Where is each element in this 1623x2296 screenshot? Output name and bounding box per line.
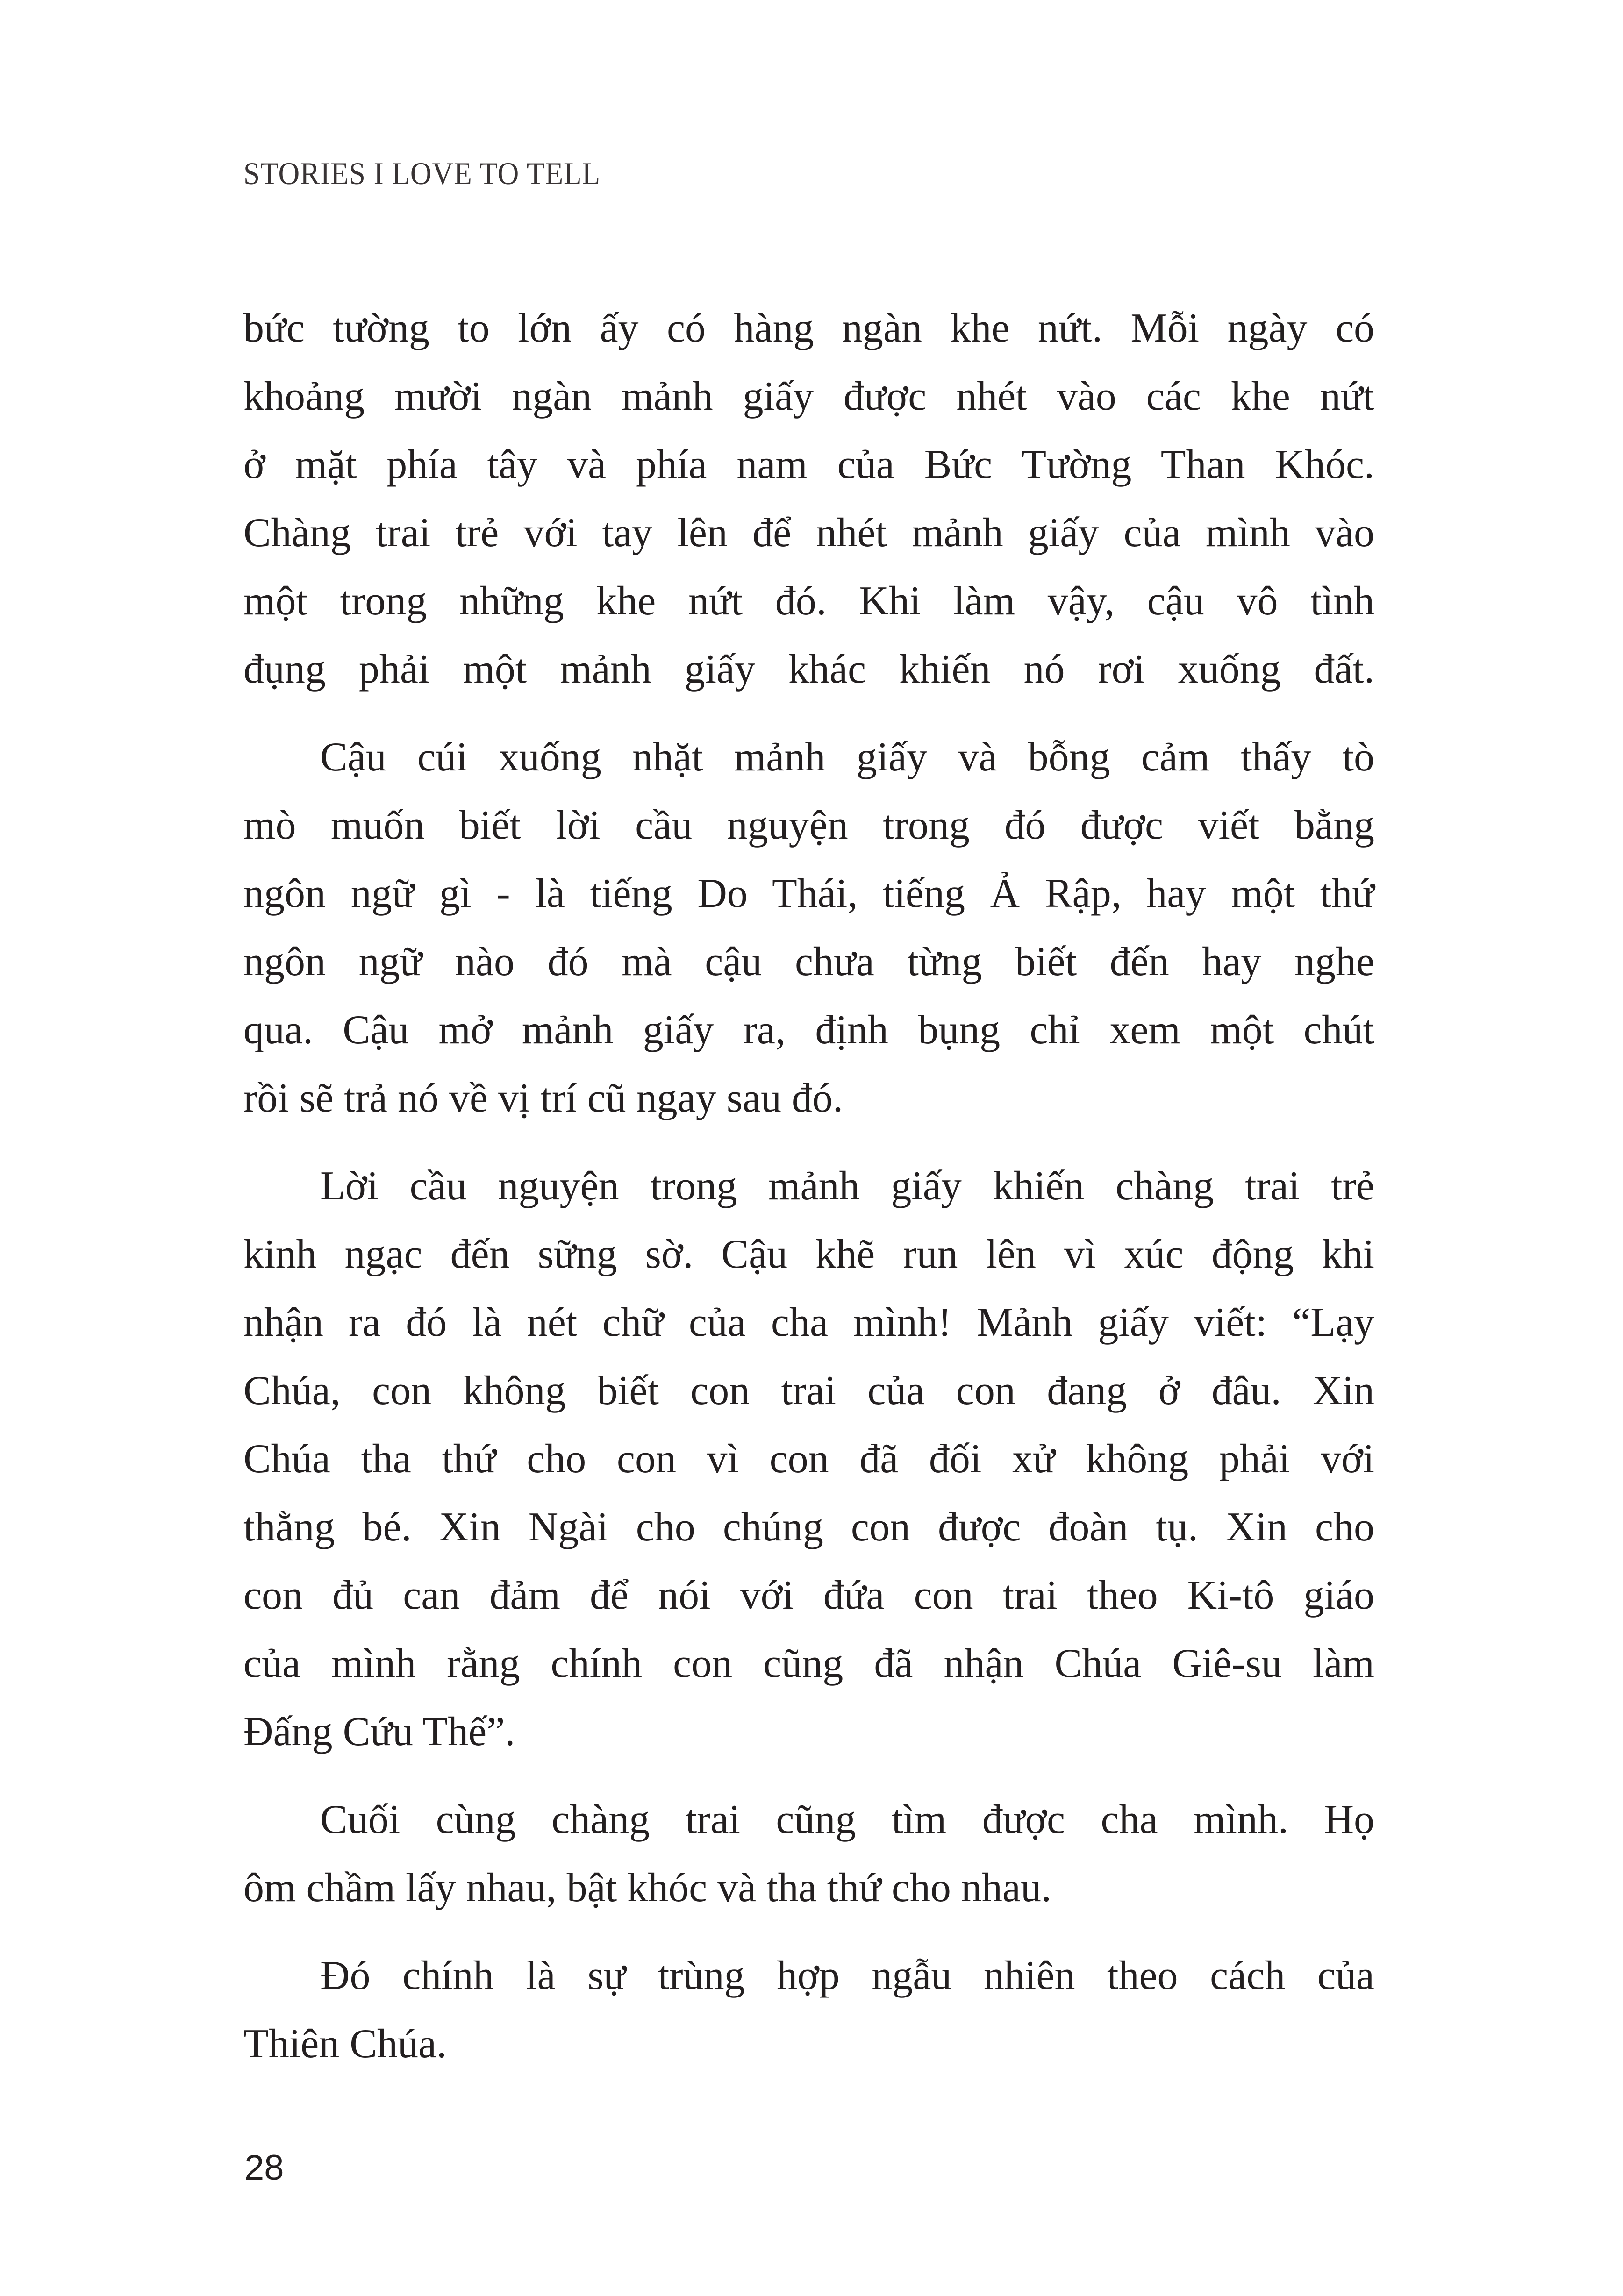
text-line: đụng phải một mảnh giấy khác khiến nó rơi xuống đất. xyxy=(243,647,1374,692)
text-line: Lời cầu nguyện trong mảnh giấy khiến chàng trai trẻ xyxy=(320,1163,1374,1209)
text-line: Chúa tha thứ cho con vì con đã đối xử không phải với xyxy=(243,1436,1374,1482)
running-header: STORIES I LOVE TO TELL xyxy=(243,156,601,191)
paragraph xyxy=(243,1152,1374,1766)
text-line: ở mặt phía tây và phía nam của Bức Tường Than Khóc. xyxy=(243,442,1374,487)
text-line: Đó chính là sự trùng hợp ngẫu nhiên theo cách của xyxy=(320,1953,1374,1998)
text-line: Đấng Cứu Thế”. xyxy=(243,1709,515,1754)
text-line: kinh ngạc đến sững sờ. Cậu khẽ run lên vì xúc động khi xyxy=(243,1232,1374,1277)
text-line: Cậu cúi xuống nhặt mảnh giấy và bỗng cảm thấy tò xyxy=(320,734,1374,780)
text-line: khoảng mười ngàn mảnh giấy được nhét vào các khe nứt xyxy=(243,374,1374,419)
text-line: của mình rằng chính con cũng đã nhận Chúa Giê-su làm xyxy=(243,1641,1374,1686)
text-line: ngôn ngữ gì - là tiếng Do Thái, tiếng Ả Rập, hay một thứ xyxy=(243,871,1374,916)
text-line: Thiên Chúa. xyxy=(243,2021,447,2067)
paragraph xyxy=(243,723,1374,1133)
body-text xyxy=(243,294,1374,2078)
text-line: qua. Cậu mở mảnh giấy ra, định bụng chỉ xem một chút xyxy=(243,1007,1374,1053)
text-line: Cuối cùng chàng trai cũng tìm được cha mình. Họ xyxy=(320,1797,1374,1842)
text-line: rồi sẽ trả nó về vị trí cũ ngay sau đó. xyxy=(243,1076,844,1121)
paragraph xyxy=(243,1786,1374,1922)
text-line: Chúa, con không biết con trai của con đang ở đâu. Xin xyxy=(243,1368,1374,1413)
text-line: mò muốn biết lời cầu nguyện trong đó được viết bằng xyxy=(243,803,1374,848)
text-line: nhận ra đó là nét chữ của cha mình! Mảnh giấy viết: “Lạy xyxy=(243,1300,1374,1345)
paragraph xyxy=(243,1942,1374,2078)
text-line: Chàng trai trẻ với tay lên để nhét mảnh giấy của mình vào xyxy=(243,510,1374,556)
text-line: bức tường to lớn ấy có hàng ngàn khe nứt. Mỗi ngày có xyxy=(243,306,1374,351)
page-number: 28 xyxy=(244,2148,284,2188)
text-line: một trong những khe nứt đó. Khi làm vậy, cậu vô tình xyxy=(243,578,1374,624)
text-line: thằng bé. Xin Ngài cho chúng con được đoàn tụ. Xin cho xyxy=(243,1505,1374,1550)
paragraph xyxy=(243,294,1374,704)
text-line: ngôn ngữ nào đó mà cậu chưa từng biết đến hay nghe xyxy=(243,939,1374,984)
text-line: ôm chầm lấy nhau, bật khóc và tha thứ cho nhau. xyxy=(243,1865,1051,1911)
text-line: con đủ can đảm để nói với đứa con trai theo Ki-tô giáo xyxy=(243,1573,1374,1618)
